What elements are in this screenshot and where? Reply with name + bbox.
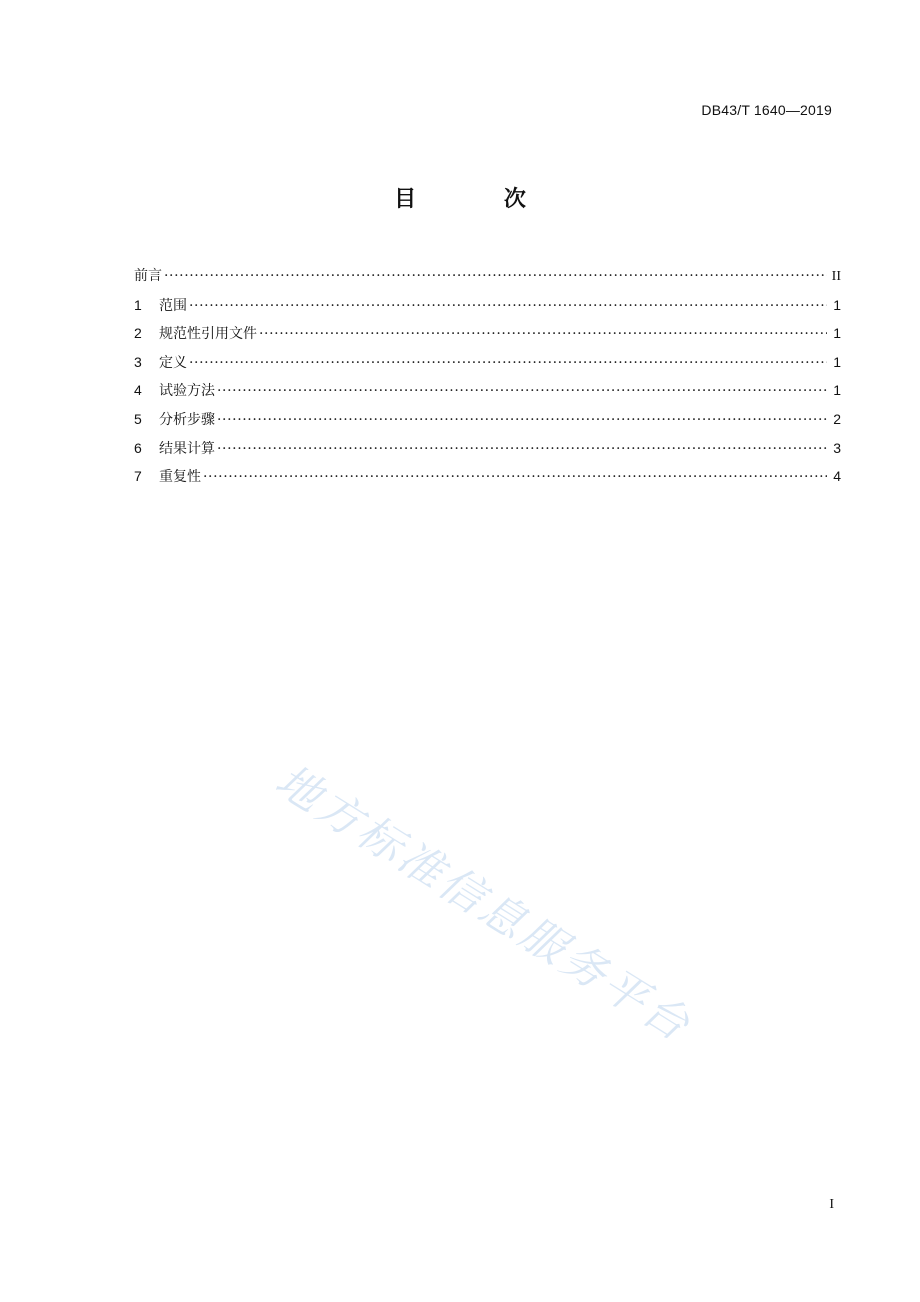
toc-entry-definitions[interactable] <box>134 348 841 377</box>
toc-dot-leader <box>189 292 827 321</box>
toc-entry-number: 3 <box>134 353 142 370</box>
toc-entry-label: 前言 <box>134 268 162 284</box>
toc-entry-label: 试验方法 <box>159 383 215 400</box>
toc-entry-label: 规范性引用文件 <box>159 326 257 343</box>
toc-entry-page: 1 <box>833 296 841 313</box>
toc-entry-page: 2 <box>833 410 841 427</box>
toc-entry-number: 7 <box>134 468 142 485</box>
toc-entry-foreword[interactable] <box>134 262 841 291</box>
toc-dot-leader <box>217 377 827 406</box>
toc-dot-leader <box>259 320 827 349</box>
toc-dot-leader <box>164 262 827 291</box>
toc-entry-result-calculation[interactable] <box>134 434 841 463</box>
toc-entry-page: 1 <box>833 353 841 370</box>
toc-entry-number: 1 <box>134 296 142 313</box>
toc-dot-leader <box>217 435 827 464</box>
toc-entry-page: 4 <box>833 468 841 485</box>
toc-entry-number: 2 <box>134 325 142 342</box>
toc-entry-test-method[interactable] <box>134 376 841 405</box>
table-of-contents <box>134 262 841 491</box>
toc-dot-leader <box>217 406 827 435</box>
toc-entry-repeatability[interactable] <box>134 462 841 491</box>
toc-entry-normative-references[interactable] <box>134 319 841 348</box>
toc-dot-leader <box>189 349 827 378</box>
toc-entry-scope[interactable] <box>134 291 841 320</box>
toc-entry-page: 1 <box>833 382 841 399</box>
standard-code: DB43/T 1640—2019 <box>701 102 832 118</box>
toc-entry-label: 范围 <box>159 297 187 314</box>
toc-title: 目 次 <box>394 187 566 212</box>
watermark: 地方标准信息服务平台 <box>266 755 701 1053</box>
page-number: I <box>829 1197 834 1212</box>
toc-entry-number: 5 <box>134 410 142 427</box>
toc-entry-label: 结果计算 <box>159 440 215 457</box>
toc-entry-analysis-steps[interactable] <box>134 405 841 434</box>
toc-entry-page: 1 <box>833 325 841 342</box>
toc-entry-label: 定义 <box>159 354 187 371</box>
toc-entry-page: 3 <box>833 439 841 456</box>
toc-entry-number: 6 <box>134 439 142 456</box>
toc-dot-leader <box>203 463 827 492</box>
toc-entry-number: 4 <box>134 382 142 399</box>
toc-entry-label: 分析步骤 <box>159 411 215 428</box>
toc-entry-page: II <box>831 269 841 284</box>
toc-entry-label: 重复性 <box>159 469 201 486</box>
